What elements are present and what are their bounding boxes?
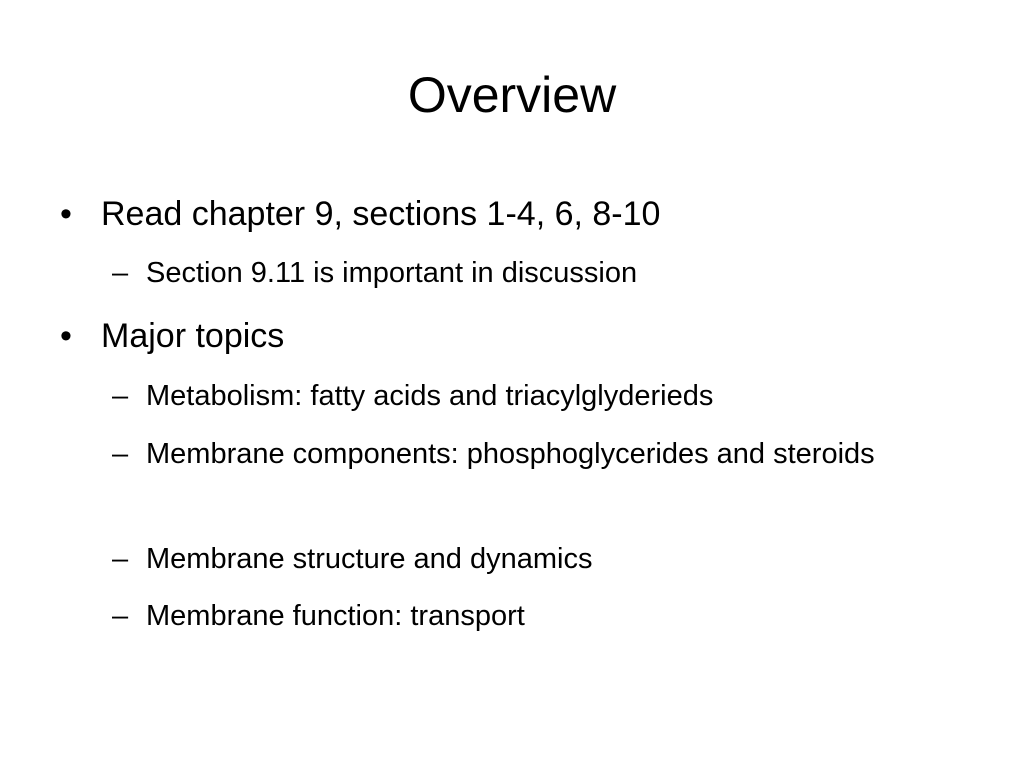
sub-marker: –: [112, 438, 129, 470]
bullet-text: Major topics: [101, 317, 285, 355]
slide-title: Overview: [407, 67, 617, 123]
bullet-marker: •: [60, 317, 72, 355]
sub-text: Membrane function: transport: [146, 600, 525, 632]
sub-text: Metabolism: fatty acids and triacylglyderieds: [146, 380, 714, 412]
sub-marker: –: [112, 543, 129, 575]
sub-text: Section 9.11 is important in discussion: [146, 257, 638, 289]
bullet-text: Read chapter 9, sections 1-4, 6, 8-10: [101, 195, 661, 233]
sub-text: Membrane structure and dynamics: [146, 543, 593, 575]
bullet-marker: •: [60, 195, 72, 233]
sub-marker: –: [112, 380, 129, 412]
sub-text: Membrane components: phosphoglycerides and steroids: [146, 438, 875, 470]
sub-marker: –: [112, 257, 129, 289]
sub-marker: –: [112, 600, 129, 632]
